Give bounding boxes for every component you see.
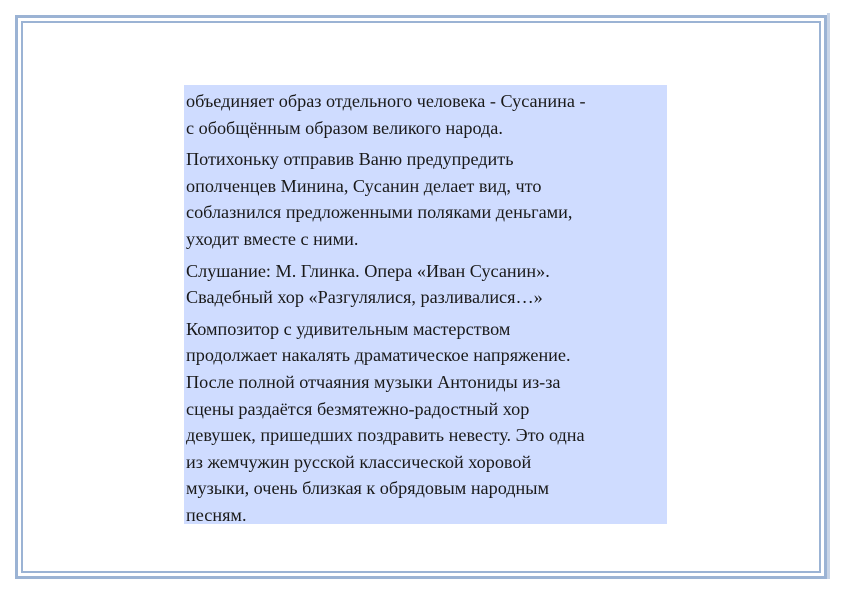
text-block	[184, 85, 667, 524]
frame-shadow	[827, 13, 830, 579]
paragraph-listening: Слушание: М. Глинка. Опера «Иван Сусанин». Свадебный хор «Разгулялися, разливалися…»	[186, 260, 550, 308]
paragraph-vanya: Потихоньку отправив Ваню предупредить ополченцев Минина, Сусанин делает вид, что соблазнился предложенными поляками деньгами, уходит вместе с ними.	[186, 149, 573, 249]
paragraph-composer: Композитор с удивительным мастерством продолжает накалять драматическое напряжение. После полной отчаяния музыки Антониды из-за сцены раздаётся безмятежно-радостный хор девушек, пришедших поздравить невесту. Это одна из жемчужин русской классической хоровой музыки, очень близкая к обрядовым народным песням.	[186, 318, 585, 525]
paragraph-intro: объединяет образ отдельного человека - Сусанина - с обобщённым образом великого народа.	[186, 91, 586, 138]
